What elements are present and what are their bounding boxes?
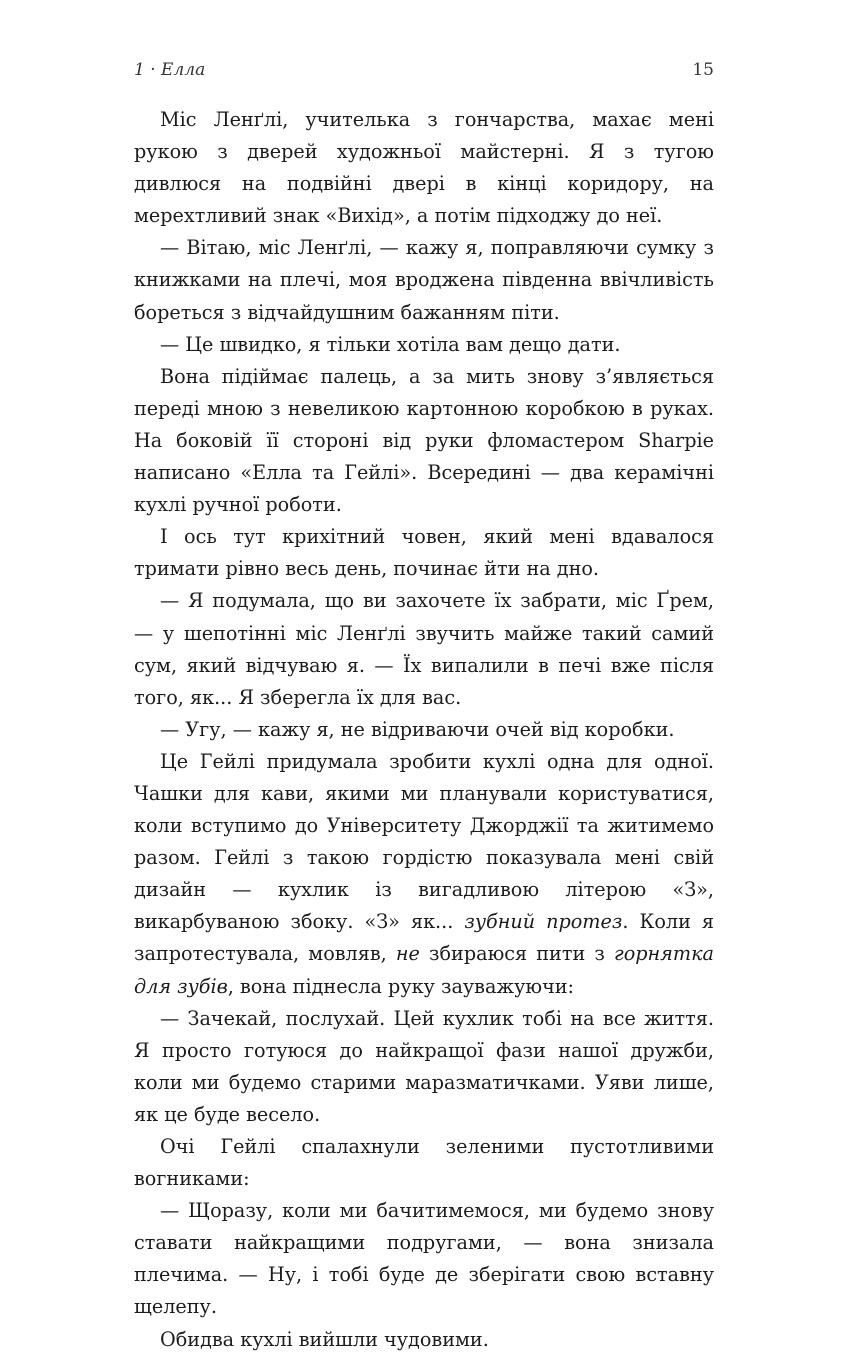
paragraph bbox=[134, 1131, 714, 1195]
text-segment: — Вітаю, міс Ленґлі, — кажу я, поправляючи сумку з книжками на плечі, моя вроджена південна ввічливість бореться з відчайдушним бажанням піти. bbox=[134, 236, 714, 324]
text-segment: Міс Ленґлі, учителька з гончарства, махає мені рукою з дверей художньої майстерні. Я з тугою дивлюся на подвійні двері в кінці коридору, на мерехтливий знак «Вихід», а потім підходжу до неї. bbox=[134, 108, 714, 228]
body-text bbox=[134, 104, 714, 1356]
text-segment: — Щоразу, коли ми бачитимемося, ми будемо знову ставати найкращими подругами, — вона знизала плечима. — Ну, і тобі буде де зберігати свою вставну щелепу. bbox=[134, 1199, 714, 1319]
paragraph bbox=[134, 329, 714, 361]
text-segment: — Угу, — кажу я, не відриваючи очей від коробки. bbox=[160, 717, 675, 741]
text-segment: Обидва кухлі вийшли чудовими. bbox=[160, 1327, 489, 1351]
text-segment: , вона піднесла руку зауважуючи: bbox=[227, 974, 575, 998]
italic-segment: не bbox=[395, 942, 420, 966]
page-number: 15 bbox=[692, 60, 714, 80]
text-segment: — Це швидко, я тільки хотіла вам дещо дати. bbox=[160, 332, 621, 356]
paragraph bbox=[134, 1003, 714, 1131]
text-segment: . Коли я запротестувала, мовляв, bbox=[134, 910, 715, 966]
paragraph bbox=[134, 232, 714, 328]
italic-segment: горнятка для зубів bbox=[134, 942, 714, 998]
running-head: 1 · Елла bbox=[134, 60, 206, 80]
text-segment: збираюся пити з bbox=[419, 942, 615, 966]
paragraph bbox=[134, 104, 714, 232]
italic-segment: зубний протез bbox=[464, 910, 623, 934]
text-segment: І ось тут крихітний човен, який мені вдавалося тримати рівно весь день, починає йти на дно. bbox=[134, 525, 714, 581]
text-segment: Вона підіймає палець, а за мить знову з’являється переді мною з невеликою картонною коробкою в руках. На боковій її стороні від руки фломастером Sharpie написано «Елла та Гейлі». Всередині — два керамічні кухлі ручної роботи. bbox=[134, 364, 714, 517]
paragraph bbox=[134, 714, 714, 746]
paragraph bbox=[134, 1195, 714, 1323]
paragraph bbox=[134, 585, 714, 713]
paragraph bbox=[134, 361, 714, 521]
paragraph bbox=[134, 746, 714, 1003]
text-segment: Це Гейлі придумала зробити кухлі одна для одної. Чашки для кави, якими ми планували користуватися, коли вступимо до Університету Джорджії та житимемо разом. Гейлі з такою гордістю показувала мені свій дизайн — кухлик із вигадливою літерою «З», викарбуваною збоку. «З» як... bbox=[134, 749, 714, 934]
text-segment: — Я подумала, що ви захочете їх забрати, міс Ґрем, — у шепотінні міс Ленґлі звучить майже такий самий сум, який відчуваю я. — Їх випалили в печі вже після того, як... Я зберегла їх для вас. bbox=[134, 589, 714, 709]
paragraph bbox=[134, 521, 714, 585]
paragraph bbox=[134, 1324, 714, 1356]
text-segment: Очі Гейлі спалахнули зеленими пустотливими вогниками: bbox=[134, 1135, 714, 1191]
text-segment: — Зачекай, послухай. Цей кухлик тобі на все життя. Я просто готуюся до найкращої фази нашої дружби, коли ми будемо старими маразматичками. Уяви лише, як це буде весело. bbox=[134, 1006, 714, 1126]
page-header bbox=[134, 60, 714, 90]
